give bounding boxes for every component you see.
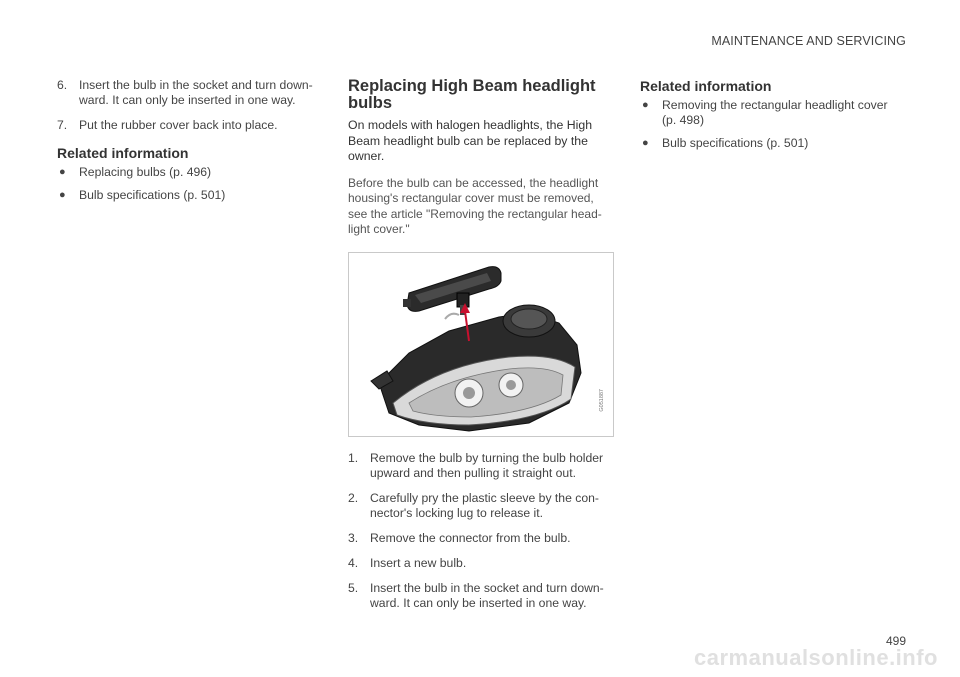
body-paragraph: Before the bulb can be accessed, the headlight housing's rectangular cover must be removed, see the article "Removing the rectangular head- light cover.": [348, 175, 602, 236]
replacement-steps-list: [348, 451, 614, 611]
step-number: 4.: [348, 555, 359, 570]
list-item: [348, 451, 614, 481]
list-item: [348, 531, 614, 546]
link-text[interactable]: Bulb specifications (p. 501): [79, 188, 226, 202]
watermark-logo: carmanualsonline.info: [694, 645, 938, 670]
step-number: 5.: [348, 580, 359, 595]
figure-code: G051887: [599, 388, 605, 412]
step-number: 3.: [348, 530, 359, 545]
list-item: [57, 118, 319, 133]
step-text: Carefully pry the plastic sleeve by the con- nector's locking lug to release it.: [370, 490, 599, 520]
related-links-list: [57, 165, 319, 203]
step-text: Insert the bulb in the socket and turn down- ward. It can only be inserted in one way.: [79, 78, 313, 107]
step-text: Remove the connector from the bulb.: [370, 530, 571, 545]
link-text[interactable]: Removing the rectangular headlight cover (p. 498): [662, 98, 888, 127]
column-left: [57, 78, 319, 211]
link-text[interactable]: Replacing bulbs (p. 496): [79, 165, 212, 179]
column-middle: [348, 78, 614, 621]
related-link-bulb-specifications[interactable]: [640, 136, 902, 151]
related-information-heading: Related information: [57, 145, 189, 161]
list-item: [348, 556, 614, 571]
intro-paragraph: On models with halogen headlights, the High Beam headlight bulb can be replaced by the owner.: [348, 118, 593, 163]
step-number: 2.: [348, 490, 359, 505]
list-item: [348, 581, 614, 611]
bullet-icon: ●: [59, 166, 66, 178]
related-links-list: [640, 98, 902, 151]
bullet-icon: ●: [642, 137, 649, 149]
rectangular-cover: [403, 266, 501, 311]
step-number: 1.: [348, 450, 359, 465]
step-text: Put the rubber cover back into place.: [79, 118, 278, 132]
related-link-replacing-bulbs[interactable]: [57, 165, 319, 180]
continued-steps-list: [57, 78, 319, 133]
bullet-icon: ●: [642, 99, 649, 111]
related-link-removing-cover[interactable]: [640, 98, 902, 128]
page-header: MAINTENANCE AND SERVICING: [711, 34, 906, 48]
link-text[interactable]: Bulb specifications (p. 501): [662, 136, 809, 150]
related-link-bulb-specifications[interactable]: [57, 188, 319, 203]
list-item: [57, 78, 319, 108]
column-right: [640, 78, 902, 159]
page-number: 499: [885, 634, 906, 648]
bullet-icon: ●: [59, 189, 66, 201]
section-title: Replacing High Beam headlight bulbs: [348, 77, 596, 112]
headlight-drawing: [349, 253, 613, 436]
step-text: Remove the bulb by turning the bulb holder upward and then pulling it straight out.: [370, 450, 604, 480]
step-text: Insert a new bulb.: [370, 555, 467, 570]
step-number: 6.: [57, 78, 68, 92]
step-number: 7.: [57, 118, 68, 132]
related-information-heading: Related information: [640, 78, 772, 94]
list-item: [348, 491, 614, 521]
headlight-illustration: [348, 252, 614, 437]
step-text: Insert the bulb in the socket and turn down- ward. It can only be inserted in one way.: [370, 580, 604, 610]
headlight-housing: [371, 305, 581, 431]
